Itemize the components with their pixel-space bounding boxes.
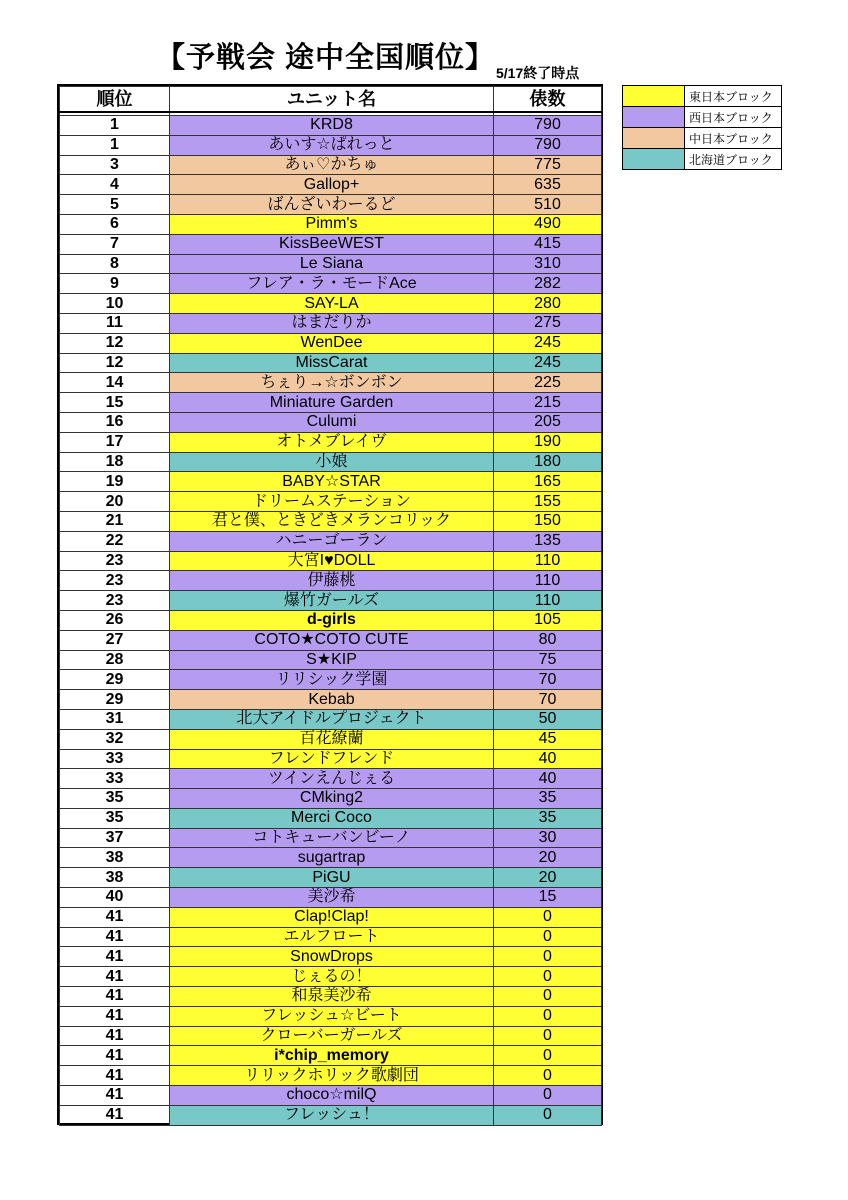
rank-cell: 4 [60, 175, 170, 195]
unit-name-cell: S★KIP [170, 650, 494, 670]
rank-cell: 6 [60, 214, 170, 234]
rank-cell: 31 [60, 709, 170, 729]
unit-name-cell: BABY☆STAR [170, 472, 494, 492]
count-cell: 0 [494, 907, 602, 927]
count-cell: 35 [494, 789, 602, 809]
rank-cell: 23 [60, 571, 170, 591]
legend-item [623, 149, 782, 170]
table-row [60, 769, 602, 789]
unit-name-cell: KissBeeWEST [170, 234, 494, 254]
rank-cell: 10 [60, 294, 170, 314]
table-row [60, 729, 602, 749]
count-cell: 15 [494, 888, 602, 908]
unit-name-cell: 爆竹ガールズ [170, 591, 494, 611]
rank-cell: 19 [60, 472, 170, 492]
rank-cell: 20 [60, 492, 170, 512]
table-row [60, 214, 602, 234]
count-cell: 790 [494, 116, 602, 136]
unit-name-cell: ばんざいわーるど [170, 195, 494, 215]
unit-name-cell: Kebab [170, 690, 494, 710]
count-cell: 150 [494, 511, 602, 531]
count-cell: 0 [494, 1105, 602, 1125]
rank-cell: 35 [60, 808, 170, 828]
table-row [60, 116, 602, 136]
rank-cell: 38 [60, 868, 170, 888]
count-cell: 0 [494, 1066, 602, 1086]
rank-cell: 41 [60, 967, 170, 987]
unit-name-cell: Clap!Clap! [170, 907, 494, 927]
count-cell: 0 [494, 1006, 602, 1026]
table-row [60, 234, 602, 254]
count-cell: 80 [494, 630, 602, 650]
table-row [60, 1086, 602, 1106]
rank-cell: 3 [60, 155, 170, 175]
count-cell: 40 [494, 769, 602, 789]
rank-cell: 29 [60, 690, 170, 710]
count-cell: 30 [494, 828, 602, 848]
unit-name-cell: 北大アイドルプロジェクト [170, 709, 494, 729]
table-row [60, 571, 602, 591]
unit-name-cell: d-girls [170, 610, 494, 630]
rank-cell: 41 [60, 927, 170, 947]
table-row [60, 373, 602, 393]
rank-cell: 12 [60, 333, 170, 353]
rank-cell: 14 [60, 373, 170, 393]
legend-swatch [623, 149, 685, 170]
table-row [60, 868, 602, 888]
count-cell: 110 [494, 571, 602, 591]
count-cell: 0 [494, 1046, 602, 1066]
count-cell: 50 [494, 709, 602, 729]
unit-name-cell: Pimm's [170, 214, 494, 234]
rank-cell: 18 [60, 452, 170, 472]
table-header-row [60, 87, 602, 113]
table-row [60, 333, 602, 353]
rank-cell: 7 [60, 234, 170, 254]
count-cell: 70 [494, 670, 602, 690]
count-cell: 20 [494, 868, 602, 888]
table-row [60, 274, 602, 294]
table-row [60, 195, 602, 215]
unit-name-cell: Culumi [170, 412, 494, 432]
table-row [60, 749, 602, 769]
unit-name-cell: エルフロート [170, 927, 494, 947]
rank-cell: 22 [60, 531, 170, 551]
count-cell: 275 [494, 313, 602, 333]
rank-cell: 41 [60, 1046, 170, 1066]
ranking-table [59, 86, 602, 1126]
count-cell: 35 [494, 808, 602, 828]
rank-cell: 35 [60, 789, 170, 809]
legend-swatch [623, 107, 685, 128]
unit-name-cell: PiGU [170, 868, 494, 888]
rank-cell: 5 [60, 195, 170, 215]
count-cell: 135 [494, 531, 602, 551]
table-row [60, 591, 602, 611]
rank-cell: 16 [60, 412, 170, 432]
count-cell: 75 [494, 650, 602, 670]
ranking-table-body [60, 112, 602, 1125]
rank-cell: 12 [60, 353, 170, 373]
unit-name-cell: じぇるの！ [170, 967, 494, 987]
count-cell: 310 [494, 254, 602, 274]
table-row [60, 551, 602, 571]
table-row [60, 492, 602, 512]
table-row [60, 175, 602, 195]
legend-label: 西日本ブロック [685, 107, 782, 128]
table-row [60, 511, 602, 531]
count-cell: 70 [494, 690, 602, 710]
table-row [60, 927, 602, 947]
unit-name-cell: sugartrap [170, 848, 494, 868]
unit-name-cell: あいす☆ぱれっと [170, 135, 494, 155]
unit-name-cell: フレッシュ！ [170, 1105, 494, 1125]
table-row [60, 452, 602, 472]
table-row [60, 947, 602, 967]
unit-name-cell: SAY-LA [170, 294, 494, 314]
count-cell: 225 [494, 373, 602, 393]
unit-name-cell: WenDee [170, 333, 494, 353]
unit-name-cell: 大宮I♥DOLL [170, 551, 494, 571]
rank-cell: 38 [60, 848, 170, 868]
unit-name-cell: CMking2 [170, 789, 494, 809]
table-row [60, 254, 602, 274]
page-title: 【予戦会 途中全国順位】 [156, 42, 496, 74]
table-row [60, 888, 602, 908]
count-cell: 20 [494, 848, 602, 868]
unit-name-cell: KRD8 [170, 116, 494, 136]
unit-name-cell: フレア・ラ・モードAce [170, 274, 494, 294]
unit-name-cell: 君と僕、ときどきメランコリック [170, 511, 494, 531]
rank-cell: 26 [60, 610, 170, 630]
table-row [60, 135, 602, 155]
table-row [60, 709, 602, 729]
table-row [60, 393, 602, 413]
table-row [60, 432, 602, 452]
count-cell: 105 [494, 610, 602, 630]
table-row [60, 353, 602, 373]
unit-name-cell: Merci Coco [170, 808, 494, 828]
table-row [60, 630, 602, 650]
rank-cell: 1 [60, 116, 170, 136]
rank-cell: 28 [60, 650, 170, 670]
table-row [60, 987, 602, 1007]
count-cell: 245 [494, 333, 602, 353]
table-row [60, 650, 602, 670]
unit-name-cell: ツインえんじぇる [170, 769, 494, 789]
unit-name-cell: 百花繚蘭 [170, 729, 494, 749]
table-row [60, 828, 602, 848]
table-row [60, 155, 602, 175]
rank-cell: 23 [60, 551, 170, 571]
table-row [60, 967, 602, 987]
unit-name-cell: ちぇり→☆ボンボン [170, 373, 494, 393]
rank-cell: 40 [60, 888, 170, 908]
legend-label: 東日本ブロック [685, 86, 782, 107]
legend-item [623, 107, 782, 128]
count-cell: 110 [494, 551, 602, 571]
table-row [60, 907, 602, 927]
unit-name-cell: ハニーゴーラン [170, 531, 494, 551]
rank-cell: 15 [60, 393, 170, 413]
count-cell: 40 [494, 749, 602, 769]
legend-item [623, 128, 782, 149]
unit-name-cell: choco☆milQ [170, 1086, 494, 1106]
unit-name-cell: SnowDrops [170, 947, 494, 967]
rank-cell: 41 [60, 1026, 170, 1046]
table-row [60, 808, 602, 828]
legend-label: 北海道ブロック [685, 149, 782, 170]
unit-name-cell: フレッシュ☆ビート [170, 1006, 494, 1026]
count-cell: 155 [494, 492, 602, 512]
count-cell: 0 [494, 1086, 602, 1106]
legend-swatch [623, 128, 685, 149]
rank-cell: 41 [60, 1086, 170, 1106]
rank-cell: 32 [60, 729, 170, 749]
table-row [60, 294, 602, 314]
rank-cell: 41 [60, 1066, 170, 1086]
count-cell: 510 [494, 195, 602, 215]
count-cell: 215 [494, 393, 602, 413]
count-cell: 280 [494, 294, 602, 314]
table-row [60, 1105, 602, 1125]
legend-swatch [623, 86, 685, 107]
table-row [60, 412, 602, 432]
unit-name-cell: クローバーガールズ [170, 1026, 494, 1046]
unit-name-cell: 和泉美沙希 [170, 987, 494, 1007]
count-cell: 790 [494, 135, 602, 155]
ranking-table-frame [57, 84, 603, 1125]
count-cell: 0 [494, 1026, 602, 1046]
unit-name-cell: Le Siana [170, 254, 494, 274]
rank-cell: 17 [60, 432, 170, 452]
table-row [60, 1066, 602, 1086]
header-rank: 順位 [60, 87, 170, 113]
unit-name-cell: 小娘 [170, 452, 494, 472]
table-row [60, 531, 602, 551]
unit-name-cell: コトキューバンビーノ [170, 828, 494, 848]
count-cell: 635 [494, 175, 602, 195]
count-cell: 282 [494, 274, 602, 294]
table-row [60, 472, 602, 492]
unit-name-cell: はまだりか [170, 313, 494, 333]
rank-cell: 29 [60, 670, 170, 690]
count-cell: 45 [494, 729, 602, 749]
count-cell: 775 [494, 155, 602, 175]
legend-item [623, 86, 782, 107]
header-unit-name: ユニット名 [170, 87, 494, 113]
table-row [60, 1046, 602, 1066]
rank-cell: 33 [60, 769, 170, 789]
count-cell: 110 [494, 591, 602, 611]
legend-label: 中日本ブロック [685, 128, 782, 149]
count-cell: 0 [494, 927, 602, 947]
count-cell: 0 [494, 947, 602, 967]
rank-cell: 23 [60, 591, 170, 611]
unit-name-cell: フレンドフレンド [170, 749, 494, 769]
unit-name-cell: あぃ♡かちゅ [170, 155, 494, 175]
count-cell: 415 [494, 234, 602, 254]
rank-cell: 41 [60, 1006, 170, 1026]
unit-name-cell: 伊藤桃 [170, 571, 494, 591]
unit-name-cell: MissCarat [170, 353, 494, 373]
table-row [60, 313, 602, 333]
count-cell: 0 [494, 987, 602, 1007]
table-row [60, 789, 602, 809]
unit-name-cell: Gallop+ [170, 175, 494, 195]
unit-name-cell: 美沙希 [170, 888, 494, 908]
table-row [60, 610, 602, 630]
unit-name-cell: オトメブレイヴ [170, 432, 494, 452]
unit-name-cell: Miniature Garden [170, 393, 494, 413]
table-row [60, 1026, 602, 1046]
unit-name-cell: リリックホリック歌劇団 [170, 1066, 494, 1086]
rank-cell: 9 [60, 274, 170, 294]
rank-cell: 1 [60, 135, 170, 155]
block-legend [622, 85, 782, 170]
count-cell: 0 [494, 967, 602, 987]
as-of-date: 5/17終了時点 [496, 65, 580, 81]
rank-cell: 41 [60, 987, 170, 1007]
count-cell: 245 [494, 353, 602, 373]
count-cell: 490 [494, 214, 602, 234]
count-cell: 190 [494, 432, 602, 452]
table-row [60, 670, 602, 690]
rank-cell: 41 [60, 907, 170, 927]
count-cell: 205 [494, 412, 602, 432]
rank-cell: 27 [60, 630, 170, 650]
rank-cell: 21 [60, 511, 170, 531]
rank-cell: 33 [60, 749, 170, 769]
count-cell: 165 [494, 472, 602, 492]
unit-name-cell: ドリームステーション [170, 492, 494, 512]
table-row [60, 1006, 602, 1026]
count-cell: 180 [494, 452, 602, 472]
rank-cell: 11 [60, 313, 170, 333]
rank-cell: 41 [60, 947, 170, 967]
unit-name-cell: i*chip_memory [170, 1046, 494, 1066]
header-count: 俵数 [494, 87, 602, 113]
rank-cell: 41 [60, 1105, 170, 1125]
rank-cell: 37 [60, 828, 170, 848]
unit-name-cell: COTO★COTO CUTE [170, 630, 494, 650]
rank-cell: 8 [60, 254, 170, 274]
unit-name-cell: リリシック学園 [170, 670, 494, 690]
table-row [60, 848, 602, 868]
table-row [60, 690, 602, 710]
